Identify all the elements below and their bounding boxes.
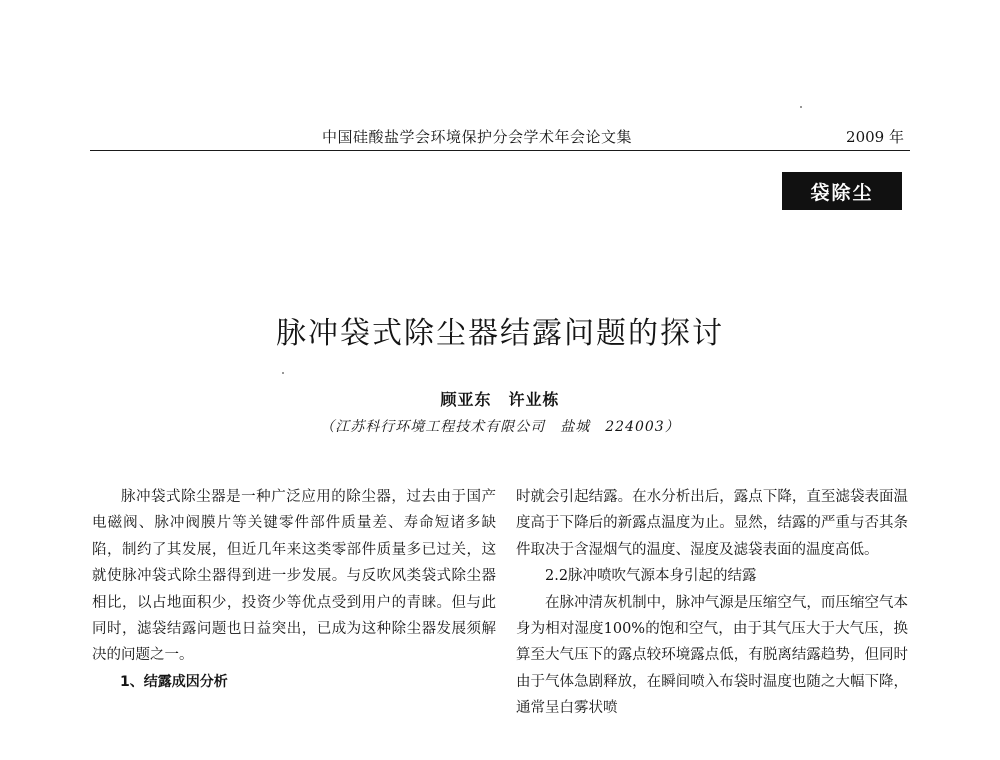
section-2-2-paragraph: 在脉冲清灰机制中，脉冲气源是压缩空气，而压缩空气本身为相对湿度100%的饱和空气，由于其气压大于大气压，换算至大气压下的露点较环境露点低，有脱离结露趋势，但同时由于气体急剧释放，在瞬间喷入布袋时温度也随之大幅下降，通常呈白雾状喷 bbox=[516, 594, 908, 717]
body-column-left bbox=[92, 484, 496, 695]
header-journal-title: 中国硅酸盐学会环境保护分会学术年会论文集 bbox=[322, 128, 633, 146]
author-names: 顾亚东 许业栋 bbox=[440, 390, 560, 409]
section-heading-2-2: 2.2脉冲喷吹气源本身引起的结露 bbox=[545, 568, 757, 585]
intro-paragraph: 脉冲袋式除尘器是一种广泛应用的除尘器，过去由于国产电磁阀、脉冲阀膜片等关键零件部件质量差、寿命短诸多缺陷，制约了其发展，但近几年来这类零部件质量多已过关，这就使脉冲袋式除尘器得到进一步发展。与反吹风类袋式除尘器相比，以占地面积少，投资少等优点受到用户的青睐。但与此同时，滤袋结露问题也日益突出，已成为这种除尘器发展须解决的问题之一。 bbox=[92, 489, 496, 664]
running-header bbox=[90, 124, 910, 151]
header-year: 2009 年 bbox=[846, 128, 904, 146]
scan-speck bbox=[800, 106, 802, 108]
section-heading-1: 1、结露成因分析 bbox=[120, 673, 228, 690]
article-title: 脉冲袋式除尘器结露问题的探讨 bbox=[276, 316, 724, 352]
author-affiliation: （江苏科行环境工程技术有限公司 盐城 224003） bbox=[320, 419, 680, 435]
section-tag: 袋除尘 bbox=[782, 172, 902, 210]
body-column-right bbox=[516, 484, 908, 722]
scan-speck bbox=[282, 372, 284, 374]
continued-paragraph: 时就会引起结露。在水分析出后，露点下降，直至滤袋表面温度高于下降后的新露点温度为止。显然，结露的严重与否其条件取决于含湿烟气的温度、湿度及滤袋表面的温度高低。 bbox=[516, 489, 908, 558]
